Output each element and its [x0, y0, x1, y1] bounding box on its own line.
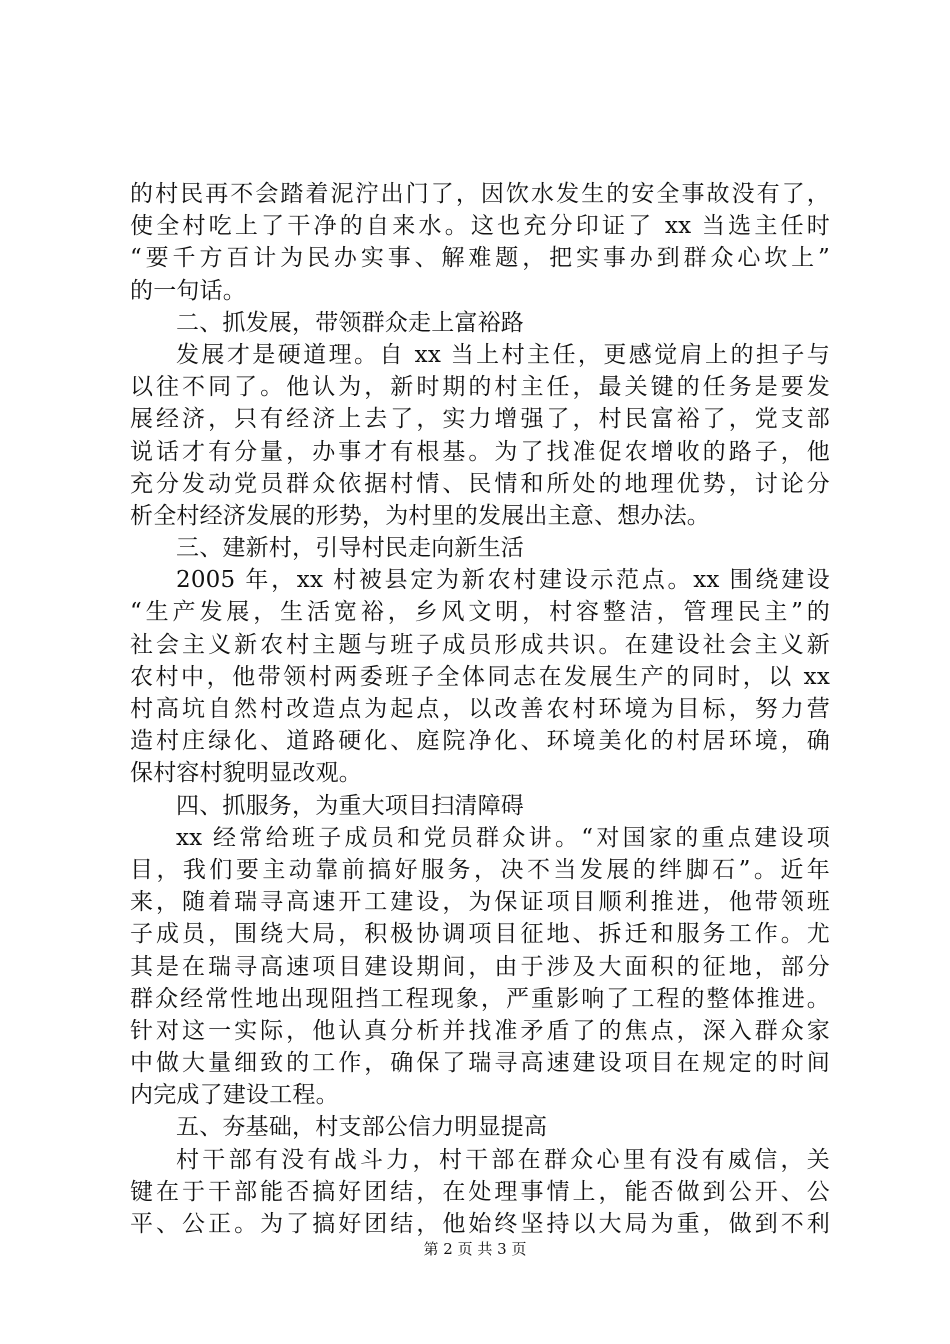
document-body — [130, 178, 830, 1240]
text-line: 社会主义新农村主题与班子成员形成共识。在建设社会主义新 — [130, 631, 830, 658]
page-footer: 第 2 页 共 3 页 — [423, 1240, 527, 1258]
text-line: 二、抓发展，带领群众走上富裕路 — [176, 309, 524, 336]
text-line: 的一句话。 — [130, 277, 246, 304]
text-line: 三、建新村，引导村民走向新生活 — [176, 535, 524, 562]
text-line: 2005 年，xx 村被县定为新农村建设示范点。xx 围绕建设 — [176, 567, 830, 594]
text-line: 发展才是硬道理。自 xx 当上村主任，更感觉肩上的担子与 — [176, 341, 830, 368]
text-line: 内完成了建设工程。 — [130, 1082, 339, 1109]
text-line: 中做大量细致的工作，确保了瑞寻高速建设项目在规定的时间 — [130, 1050, 830, 1077]
text-line: 析全村经济发展的形势，为村里的发展出主意、想办法。 — [130, 502, 710, 529]
text-line: 以往不同了。他认为，新时期的村主任，最关键的任务是要发 — [130, 374, 830, 401]
text-line: 充分发动党员群众依据村情、民情和所处的地理优势，讨论分 — [130, 470, 830, 497]
text-line: 农村中，他带领村两委班子全体同志在发展生产的同时，以 xx — [130, 663, 830, 690]
text-line: 群众经常性地出现阻挡工程现象，严重影响了工程的整体推进。 — [130, 985, 830, 1012]
text-line: xx 经常给班子成员和党员群众讲。“对国家的重点建设项 — [176, 824, 830, 851]
text-line: 说话才有分量，办事才有根基。为了找准促农增收的路子，他 — [130, 438, 830, 465]
text-line: “生产发展，生活宽裕，乡风文明，村容整洁，管理民主”的 — [130, 599, 830, 626]
text-line: 平、公正。为了搞好团结，他始终坚持以大局为重，做到不利 — [130, 1211, 830, 1237]
text-line: 的村民再不会踏着泥泞出门了，因饮水发生的安全事故没有了， — [130, 181, 830, 207]
text-line: 键在于干部能否搞好团结，在处理事情上，能否做到公开、公 — [130, 1178, 830, 1205]
text-line: 目，我们要主动靠前搞好服务，决不当发展的绊脚石”。近年 — [130, 856, 830, 883]
text-line: 五、夯基础，村支部公信力明显提高 — [176, 1114, 548, 1141]
text-line: “要千方百计为民办实事、解难题，把实事办到群众心坎上” — [130, 245, 830, 272]
text-line: 展经济，只有经济上去了，实力增强了，村民富裕了，党支部 — [130, 406, 830, 433]
text-line: 村高坑自然村改造点为起点，以改善农村环境为目标，努力营 — [130, 696, 830, 722]
text-line: 四、抓服务，为重大项目扫清障碍 — [176, 792, 524, 819]
text-line: 子成员，围绕大局，积极协调项目征地、拆迁和服务工作。尤 — [130, 921, 830, 948]
text-line: 针对这一实际，他认真分析并找准矛盾了的焦点，深入群众家 — [130, 1017, 830, 1044]
text-line: 造村庄绿化、道路硬化、庭院净化、环境美化的村居环境，确 — [130, 728, 830, 755]
text-line: 其是在瑞寻高速项目建设期间，由于涉及大面积的征地，部分 — [130, 953, 830, 980]
text-line: 保村容村貌明显改观。 — [130, 760, 362, 787]
text-line: 使全村吃上了干净的自来水。这也充分印证了 xx 当选主任时 — [130, 213, 830, 240]
text-line: 村干部有没有战斗力，村干部在群众心里有没有威信，关 — [176, 1146, 830, 1173]
text-line: 来，随着瑞寻高速开工建设，为保证项目顺利推进，他带领班 — [130, 889, 830, 916]
